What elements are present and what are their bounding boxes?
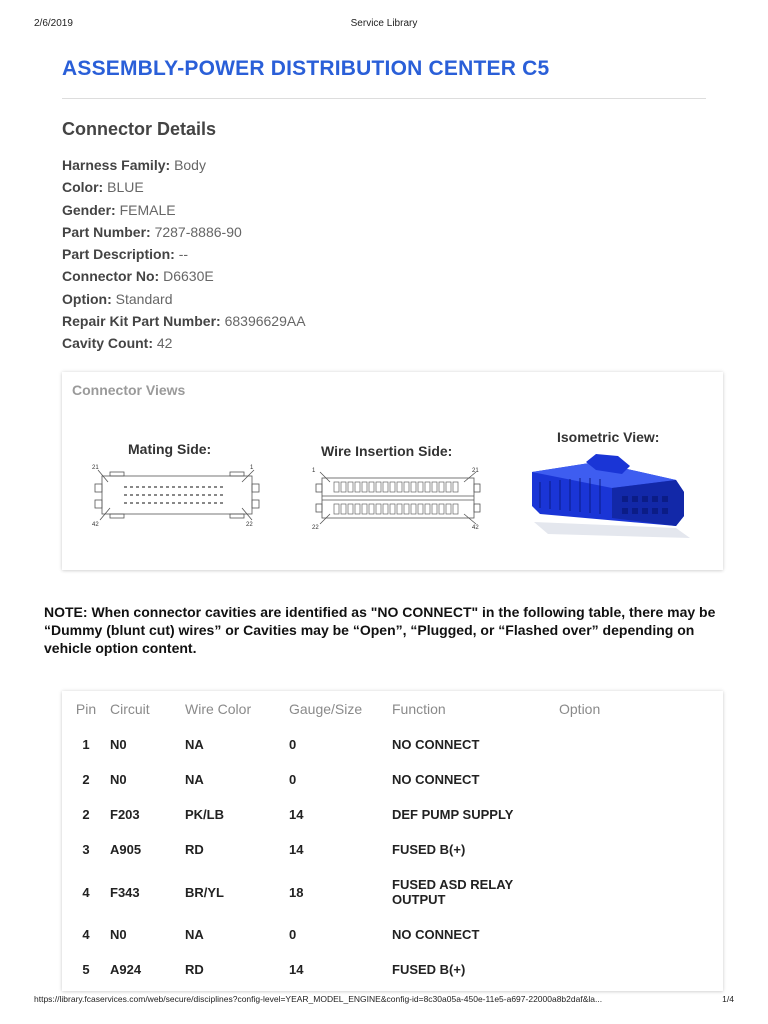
header-wire-color[interactable]: Wire Color xyxy=(185,701,252,717)
connector-details-heading: Connector Details xyxy=(62,119,217,139)
detail-value: D6630E xyxy=(163,268,214,285)
cell-pin: 2 xyxy=(82,772,90,787)
wire-pin-label-tl: 1 xyxy=(312,468,316,474)
cell-wire-color: NA xyxy=(185,772,204,787)
cell-gauge: 14 xyxy=(289,842,304,857)
detail-value: 42 xyxy=(156,335,173,352)
cell-gauge: 0 xyxy=(289,772,297,787)
connector-details-list xyxy=(62,155,306,356)
detail-value: Standard xyxy=(115,290,173,307)
print-title: Service Library xyxy=(350,18,418,29)
detail-repair-kit xyxy=(62,311,306,333)
wire-insertion-diagram[interactable] xyxy=(312,466,484,530)
mating-side-label: Mating Side: xyxy=(128,441,212,457)
detail-value: 7287-8886-90 xyxy=(154,223,242,240)
print-footer xyxy=(34,994,734,1006)
isometric-view-image[interactable] xyxy=(526,452,694,542)
wire-pin-label-tr: 21 xyxy=(472,468,479,474)
mating-pin-label-bl: 42 xyxy=(92,522,99,528)
cell-pin: 4 xyxy=(82,927,90,942)
cell-function: DEF PUMP SUPPLY xyxy=(392,807,514,822)
detail-option xyxy=(62,289,306,311)
table-row xyxy=(62,952,723,987)
cell-pin: 3 xyxy=(82,842,90,857)
cell-wire-color: PK/LB xyxy=(185,807,224,822)
cell-circuit: F343 xyxy=(110,884,140,900)
cell-option xyxy=(559,917,723,952)
table-row xyxy=(62,832,723,867)
cell-gauge: 14 xyxy=(289,807,304,822)
cell-gauge: 0 xyxy=(289,927,297,942)
detail-label: Part Number: xyxy=(62,223,151,240)
cell-function: NO CONNECT xyxy=(392,737,480,752)
page-title: ASSEMBLY-POWER DISTRIBUTION CENTER C5 xyxy=(62,57,550,80)
mating-pin-label-tr: 1 xyxy=(250,465,254,471)
pin-table-header xyxy=(62,691,723,727)
wire-insertion-side-label: Wire Insertion Side: xyxy=(321,443,453,459)
table-row xyxy=(62,727,723,762)
cell-wire-color: RD xyxy=(185,842,204,857)
detail-gender xyxy=(62,200,306,222)
cell-function: FUSED ASD RELAY OUTPUT xyxy=(392,877,513,907)
header-pin[interactable]: Pin xyxy=(75,701,97,717)
cell-gauge: 18 xyxy=(289,884,304,900)
cell-wire-color: NA xyxy=(185,927,204,942)
cell-pin: 4 xyxy=(82,884,90,900)
cell-circuit: F203 xyxy=(110,807,140,822)
cell-option xyxy=(559,952,723,987)
print-header xyxy=(34,18,734,32)
detail-label: Connector No: xyxy=(62,268,160,285)
mating-side-diagram[interactable] xyxy=(92,462,262,528)
detail-cavity-count xyxy=(62,333,306,355)
detail-label: Cavity Count: xyxy=(62,335,153,352)
detail-value: -- xyxy=(178,246,189,263)
note-text: NOTE: When connector cavities are identified as "NO CONNECT" in the following table, there may be “Dummy (blunt cut) wires” or Cavities may be “Open”, “Plugged, or “Flashed over” depending on vehicle option content. xyxy=(44,604,716,656)
cell-pin: 5 xyxy=(82,962,90,977)
detail-value: Body xyxy=(174,157,206,173)
wire-pin-label-br: 42 xyxy=(472,525,479,530)
header-gauge[interactable]: Gauge/Size xyxy=(289,701,363,717)
table-row xyxy=(62,797,723,832)
detail-connector-no xyxy=(62,266,306,288)
cell-pin: 2 xyxy=(82,807,90,822)
pin-table xyxy=(62,691,723,987)
detail-harness-family xyxy=(62,155,306,177)
table-row xyxy=(62,917,723,952)
cell-option xyxy=(559,867,723,917)
cell-wire-color: BR/YL xyxy=(185,884,224,900)
cell-circuit: A905 xyxy=(110,842,142,857)
cell-circuit: A924 xyxy=(110,962,142,977)
header-circuit[interactable]: Circuit xyxy=(110,701,150,717)
header-function[interactable]: Function xyxy=(392,701,446,717)
table-row xyxy=(62,867,723,917)
page-number: 1/4 xyxy=(722,994,734,1004)
detail-label: Repair Kit Part Number: xyxy=(62,313,221,330)
detail-label: Color: xyxy=(62,179,104,196)
detail-part-number xyxy=(62,222,306,244)
cell-circuit: N0 xyxy=(110,772,127,787)
detail-value: FEMALE xyxy=(119,201,176,218)
cell-pin: 1 xyxy=(82,737,90,752)
cell-option xyxy=(559,832,723,867)
cell-function: FUSED B(+) xyxy=(392,962,466,977)
cell-option xyxy=(559,797,723,832)
cell-wire-color: RD xyxy=(185,962,204,977)
isometric-view-label: Isometric View: xyxy=(557,429,660,445)
print-date: 2/6/2019 xyxy=(34,18,73,29)
detail-label: Part Description: xyxy=(62,246,175,263)
title-divider xyxy=(62,98,706,99)
header-option[interactable]: Option xyxy=(559,701,601,717)
cell-option xyxy=(559,762,723,797)
detail-label: Gender: xyxy=(62,201,116,218)
cell-circuit: N0 xyxy=(110,737,127,752)
pin-table-card xyxy=(62,691,723,991)
cell-option xyxy=(559,727,723,762)
cell-circuit: N0 xyxy=(110,927,127,942)
detail-label: Option: xyxy=(62,290,112,307)
detail-label: Harness Family: xyxy=(62,157,171,173)
detail-part-description xyxy=(62,244,306,266)
connector-views-card xyxy=(62,372,723,570)
table-row xyxy=(62,762,723,797)
mating-pin-label-tl: 21 xyxy=(92,465,99,471)
detail-value: BLUE xyxy=(107,179,144,196)
connector-views-heading: Connector Views xyxy=(72,382,186,398)
detail-color xyxy=(62,177,306,199)
wire-pin-label-bl: 22 xyxy=(312,525,319,530)
page-url[interactable]: https://library.fcaservices.com/web/secure/disciplines?config-level=YEAR_MODEL_ENGINE&config-id=8c30a05a-450e-11e5-a697-22000a8b2daf&la... xyxy=(34,994,603,1004)
cell-gauge: 14 xyxy=(289,962,304,977)
mating-pin-label-br: 22 xyxy=(246,522,253,528)
cell-function: NO CONNECT xyxy=(392,927,480,942)
detail-value: 68396629AA xyxy=(224,313,306,330)
cell-wire-color: NA xyxy=(185,737,204,752)
cell-function: NO CONNECT xyxy=(392,772,480,787)
cell-gauge: 0 xyxy=(289,737,297,752)
cell-function: FUSED B(+) xyxy=(392,842,466,857)
